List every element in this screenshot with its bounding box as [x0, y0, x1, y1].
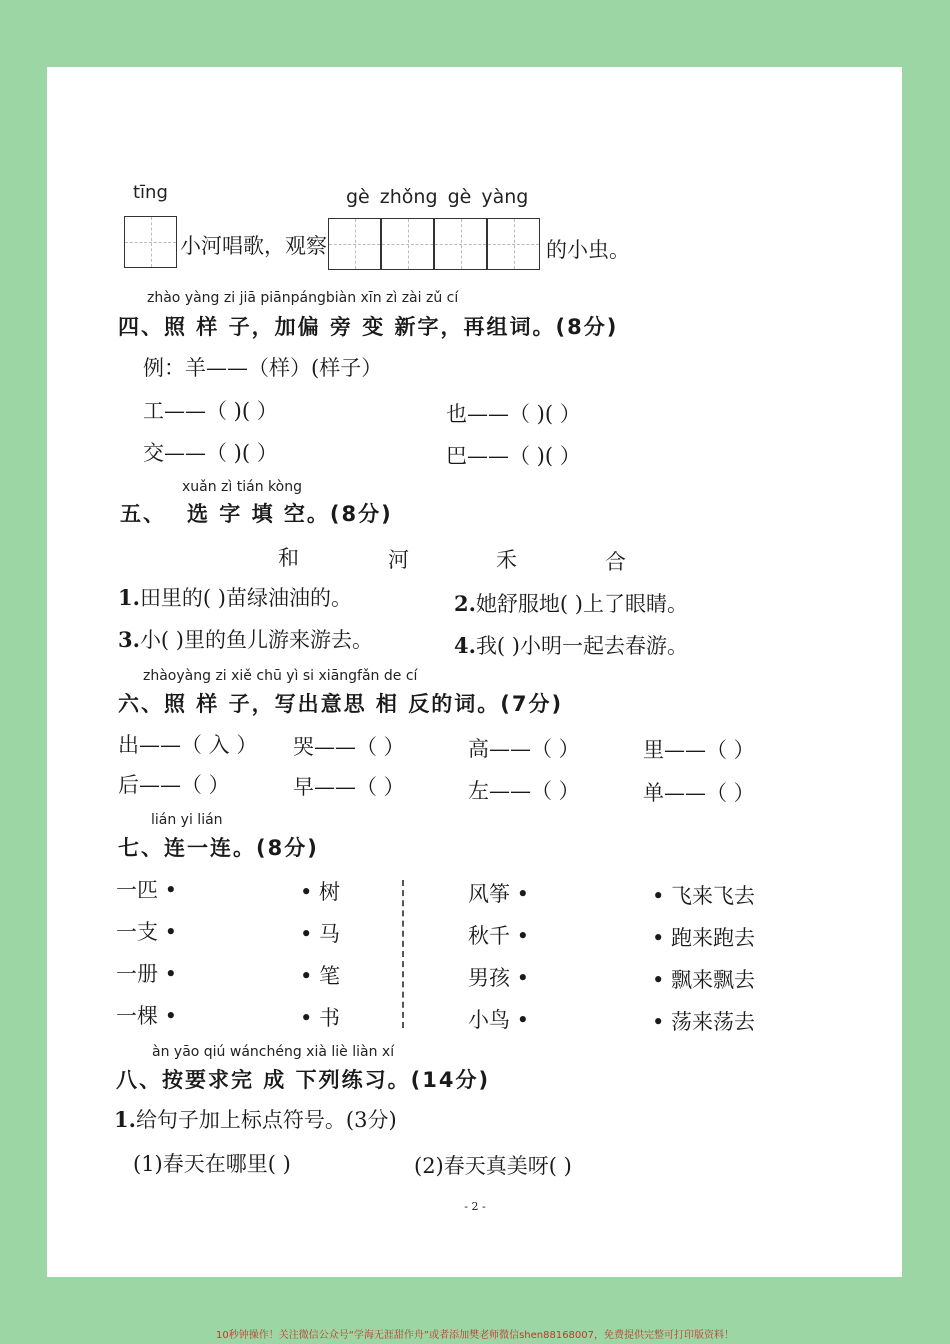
match-right-item[interactable]: 男孩 •	[468, 966, 530, 990]
answer-grid-box[interactable]	[328, 218, 381, 270]
match-right-target[interactable]: • 荡来荡去	[652, 1010, 756, 1034]
s4-heading: 四、照 样 子，加偏 旁 变 新字，再组词。(8分)	[118, 315, 619, 339]
s8-q1-a: (1)春天在哪里( )	[133, 1152, 291, 1176]
q-number: 1.	[114, 1107, 136, 1132]
answer-grid-box[interactable]	[434, 218, 487, 270]
match-left-item[interactable]: 一棵 •	[116, 1004, 178, 1028]
antonym-item: 早——（ ）	[293, 775, 405, 799]
s8-heading: 八、按要求完 成 下列练习。(14分)	[116, 1068, 491, 1092]
s5-q3: 小( )里的鱼儿游来游去。	[139, 628, 373, 652]
s8-q1: 给句子加上标点符号。(3分)	[135, 1108, 397, 1132]
s4-example: 例：羊——（样）(样子）	[143, 356, 383, 380]
page-number: - 2 -	[464, 1200, 486, 1213]
s8-pinyin: àn yāo qiú wánchéng xià liè liàn xí	[152, 1044, 395, 1060]
antonym-item: 左——（ ）	[468, 779, 580, 803]
choice-char: 合	[605, 550, 626, 574]
s5-q4: 我( )小明一起去春游。	[475, 634, 688, 658]
match-right-target[interactable]: • 飘来飘去	[652, 968, 756, 992]
q-number: 1.	[118, 585, 140, 610]
match-left-target[interactable]: • 马	[300, 922, 341, 946]
pinyin-ting: tīng	[133, 182, 168, 203]
antonym-item: 后——（ ）	[118, 773, 230, 797]
s5-pinyin: xuǎn zì tián kòng	[182, 479, 302, 495]
match-right-item[interactable]: 风筝 •	[468, 882, 530, 906]
s6-pinyin: zhàoyàng zi xiě chū yì si xiāngfǎn de cí	[143, 668, 418, 684]
antonym-item: 高——（ ）	[468, 737, 580, 761]
match-left-target[interactable]: • 笔	[300, 964, 341, 988]
antonym-item: 哭——（ ）	[293, 735, 405, 759]
pinyin-gezhonggeyang: gè zhǒng gè yàng	[346, 186, 529, 208]
s5-q2: 她舒服地( )上了眼睛。	[475, 592, 688, 616]
s4-row1-right: 也——（ )( ）	[446, 402, 581, 426]
s4-row2-right: 巴——（ )( ）	[446, 444, 581, 468]
q-number: 2.	[454, 591, 476, 616]
antonym-item: 出——（ 入 ）	[118, 733, 258, 757]
s6-heading: 六、照 样 子，写出意思 相 反的词。(7分)	[118, 692, 564, 716]
match-left-target[interactable]: • 树	[300, 880, 341, 904]
s5-heading: 选 字 填 空。(8分)	[187, 502, 393, 526]
q-number: 4.	[454, 633, 476, 658]
match-right-target[interactable]: • 跑来跑去	[652, 926, 756, 950]
antonym-item: 里——（ ）	[643, 738, 755, 762]
q-number: 3.	[118, 627, 140, 652]
choice-char: 和	[278, 546, 299, 570]
footer-notice: 10秒钟操作！关注微信公众号“学海无涯甜作舟”或者添加樊老师微信shen88168007，免费提供完整可打印版资料！	[215, 1330, 735, 1341]
s5-label: 五、	[120, 502, 166, 526]
match-right-target[interactable]: • 飞来飞去	[652, 884, 756, 908]
divider-dashed	[402, 880, 404, 1028]
match-right-item[interactable]: 小鸟 •	[468, 1008, 530, 1032]
s4-row2-left: 交——（ )( ）	[143, 441, 278, 465]
fill-line-text-1: 小河唱歌，观察	[180, 234, 327, 258]
match-right-item[interactable]: 秋千 •	[468, 924, 530, 948]
answer-grid-box[interactable]	[381, 218, 434, 270]
match-left-item[interactable]: 一支 •	[116, 920, 178, 944]
answer-grid-box[interactable]	[124, 216, 177, 268]
choice-char: 禾	[496, 548, 517, 572]
match-left-item[interactable]: 一册 •	[116, 962, 178, 986]
s7-heading: 七、连一连。(8分)	[118, 836, 319, 860]
s7-pinyin: lián yi lián	[151, 812, 223, 828]
answer-grid-box[interactable]	[487, 218, 540, 270]
match-left-target[interactable]: • 书	[300, 1006, 341, 1030]
s4-pinyin: zhào yàng zi jiā piānpángbiàn xīn zì zài zǔ cí	[147, 290, 459, 306]
choice-char: 河	[388, 548, 409, 572]
s8-q1-b: (2)春天真美呀( )	[414, 1154, 572, 1178]
s4-row1-left: 工——（ )( ）	[143, 399, 278, 423]
s5-q1: 田里的( )苗绿油油的。	[139, 586, 352, 610]
fill-line-text-2: 的小虫。	[546, 238, 630, 262]
antonym-item: 单——（ ）	[643, 781, 755, 805]
match-left-item[interactable]: 一匹 •	[116, 878, 178, 902]
